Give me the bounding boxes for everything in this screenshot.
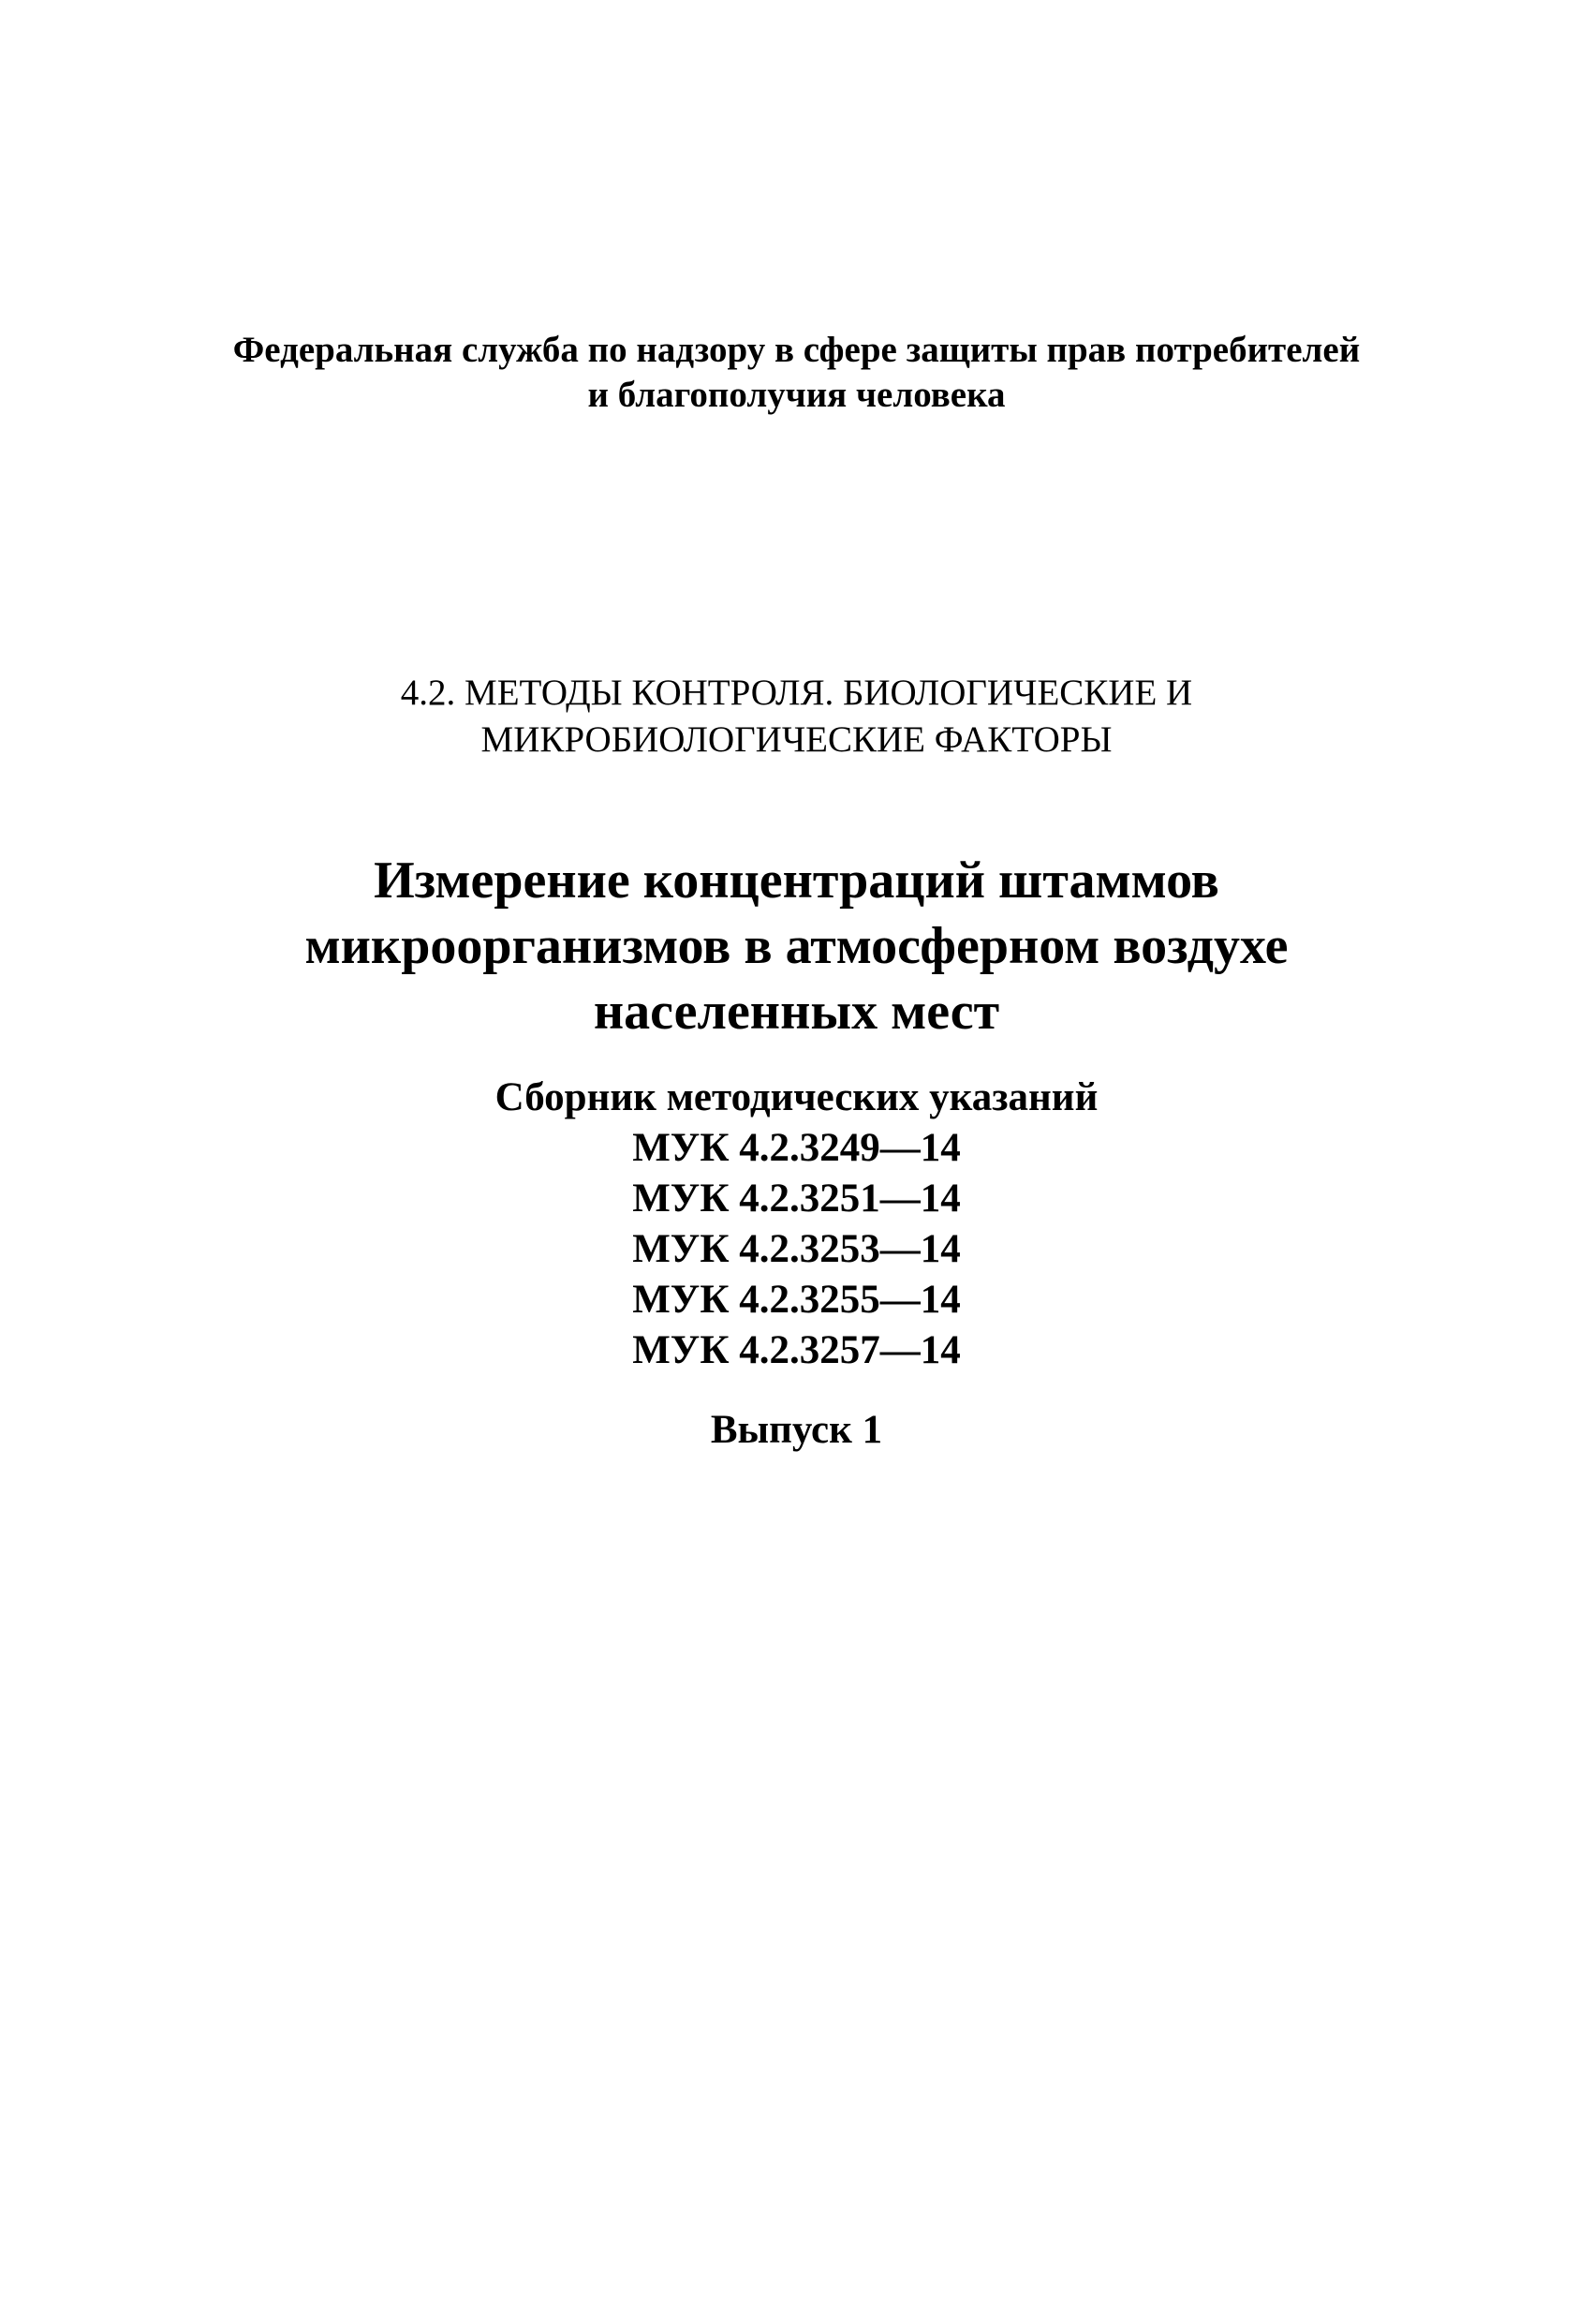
agency-name <box>0 328 1593 418</box>
issue-text: Выпуск 1 <box>710 1408 883 1452</box>
issue-number <box>0 1405 1593 1456</box>
document-code: МУК 4.2.3251—14 <box>632 1177 961 1221</box>
document-codes <box>0 1123 1593 1376</box>
agency-line-2: и благополучия человека <box>587 375 1006 415</box>
document-code: МУК 4.2.3253—14 <box>632 1227 961 1271</box>
title-line-3: населенных мест <box>593 983 1000 1041</box>
agency-line-1: Федеральная служба по надзору в сфере защиты прав потребителей <box>232 330 1361 370</box>
title-line-2: микроорганизмов в атмосферном воздухе <box>304 917 1289 975</box>
collection-subtitle-text: Сборник методических указаний <box>494 1075 1099 1119</box>
document-code: МУК 4.2.3257—14 <box>632 1328 961 1372</box>
section-line-2: МИКРОБИОЛОГИЧЕСКИЕ ФАКТОРЫ <box>480 719 1113 760</box>
document-code: МУК 4.2.3255—14 <box>632 1278 961 1322</box>
collection-subtitle <box>0 1073 1593 1123</box>
section-line-1: 4.2. МЕТОДЫ КОНТРОЛЯ. БИОЛОГИЧЕСКИЕ И <box>400 673 1193 713</box>
document-code: МУК 4.2.3249—14 <box>632 1126 961 1170</box>
document-title <box>0 848 1593 1044</box>
title-line-1: Измерение концентраций штаммов <box>374 851 1219 910</box>
section-heading <box>0 670 1593 763</box>
